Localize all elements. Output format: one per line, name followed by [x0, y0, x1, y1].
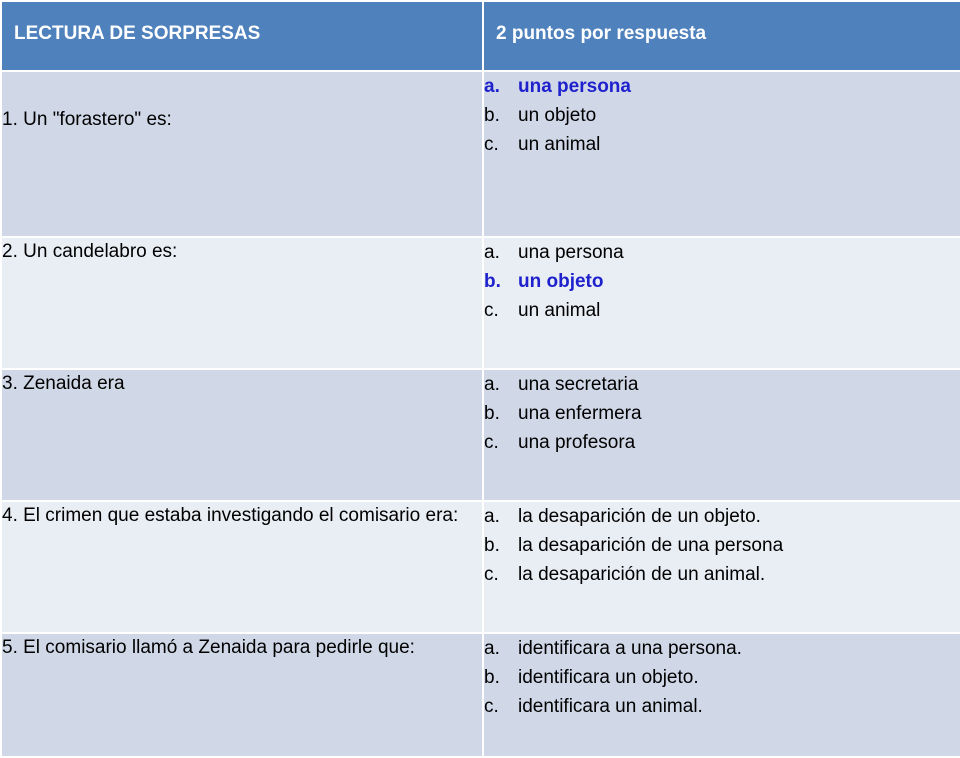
option-letter: a. — [484, 374, 500, 395]
option-text: un animal — [518, 300, 601, 321]
option-text: la desaparición de un animal. — [518, 564, 766, 585]
option-text: una persona — [518, 242, 624, 263]
option-item[interactable] — [484, 692, 960, 721]
question-text: 2. Un candelabro es: — [1, 237, 483, 369]
option-list — [484, 502, 960, 589]
answer-options — [483, 501, 960, 633]
option-item[interactable] — [484, 130, 960, 159]
option-item[interactable] — [484, 531, 960, 560]
question-text: 4. El crimen que estaba investigando el comisario era: — [1, 501, 483, 633]
answer-options — [483, 633, 960, 757]
option-text: un objeto — [518, 105, 597, 126]
option-letter: a. — [484, 506, 500, 527]
option-item[interactable] — [484, 663, 960, 692]
option-list — [484, 72, 960, 159]
option-letter: c. — [484, 564, 499, 585]
table-header-row — [1, 1, 960, 71]
table-row — [1, 633, 960, 757]
option-item[interactable] — [484, 370, 960, 399]
option-text: una persona — [518, 76, 631, 97]
option-text: una enfermera — [518, 403, 642, 424]
option-letter: b. — [484, 271, 501, 292]
answer-options — [483, 369, 960, 501]
table-row — [1, 369, 960, 501]
answer-options — [483, 71, 960, 237]
table-row — [1, 237, 960, 369]
option-text: la desaparición de una persona — [518, 535, 784, 556]
option-list — [484, 238, 960, 325]
option-text: identificara un animal. — [518, 696, 703, 717]
option-text: identificara a una persona. — [518, 638, 742, 659]
question-text: 5. El comisario llamó a Zenaida para pedirle que: — [1, 633, 483, 757]
option-item[interactable] — [484, 267, 960, 296]
option-letter: a. — [484, 76, 500, 97]
option-item[interactable] — [484, 399, 960, 428]
option-text: identificara un objeto. — [518, 667, 699, 688]
header-points: 2 puntos por respuesta — [483, 1, 960, 71]
option-text: la desaparición de un objeto. — [518, 506, 761, 527]
option-text: un animal — [518, 134, 601, 155]
option-letter: b. — [484, 105, 500, 126]
option-item[interactable] — [484, 502, 960, 531]
option-item[interactable] — [484, 428, 960, 457]
option-letter: b. — [484, 403, 500, 424]
option-letter: a. — [484, 638, 500, 659]
option-text: un objeto — [518, 271, 604, 292]
option-item[interactable] — [484, 560, 960, 589]
option-letter: c. — [484, 300, 499, 321]
question-text: 1. Un "forastero" es: — [1, 71, 483, 237]
table-row — [1, 71, 960, 237]
option-text: una profesora — [518, 432, 636, 453]
option-letter: c. — [484, 134, 499, 155]
option-letter: a. — [484, 242, 500, 263]
option-letter: b. — [484, 535, 500, 556]
answer-options — [483, 237, 960, 369]
option-list — [484, 370, 960, 457]
question-text: 3. Zenaida era — [1, 369, 483, 501]
option-item[interactable] — [484, 238, 960, 267]
option-item[interactable] — [484, 72, 960, 101]
option-letter: b. — [484, 667, 500, 688]
header-title: LECTURA DE SORPRESAS — [1, 1, 483, 71]
option-item[interactable] — [484, 634, 960, 663]
option-list — [484, 634, 960, 721]
table-row — [1, 501, 960, 633]
option-letter: c. — [484, 432, 499, 453]
option-text: una secretaria — [518, 374, 639, 395]
option-item[interactable] — [484, 296, 960, 325]
option-item[interactable] — [484, 101, 960, 130]
option-letter: c. — [484, 696, 499, 717]
